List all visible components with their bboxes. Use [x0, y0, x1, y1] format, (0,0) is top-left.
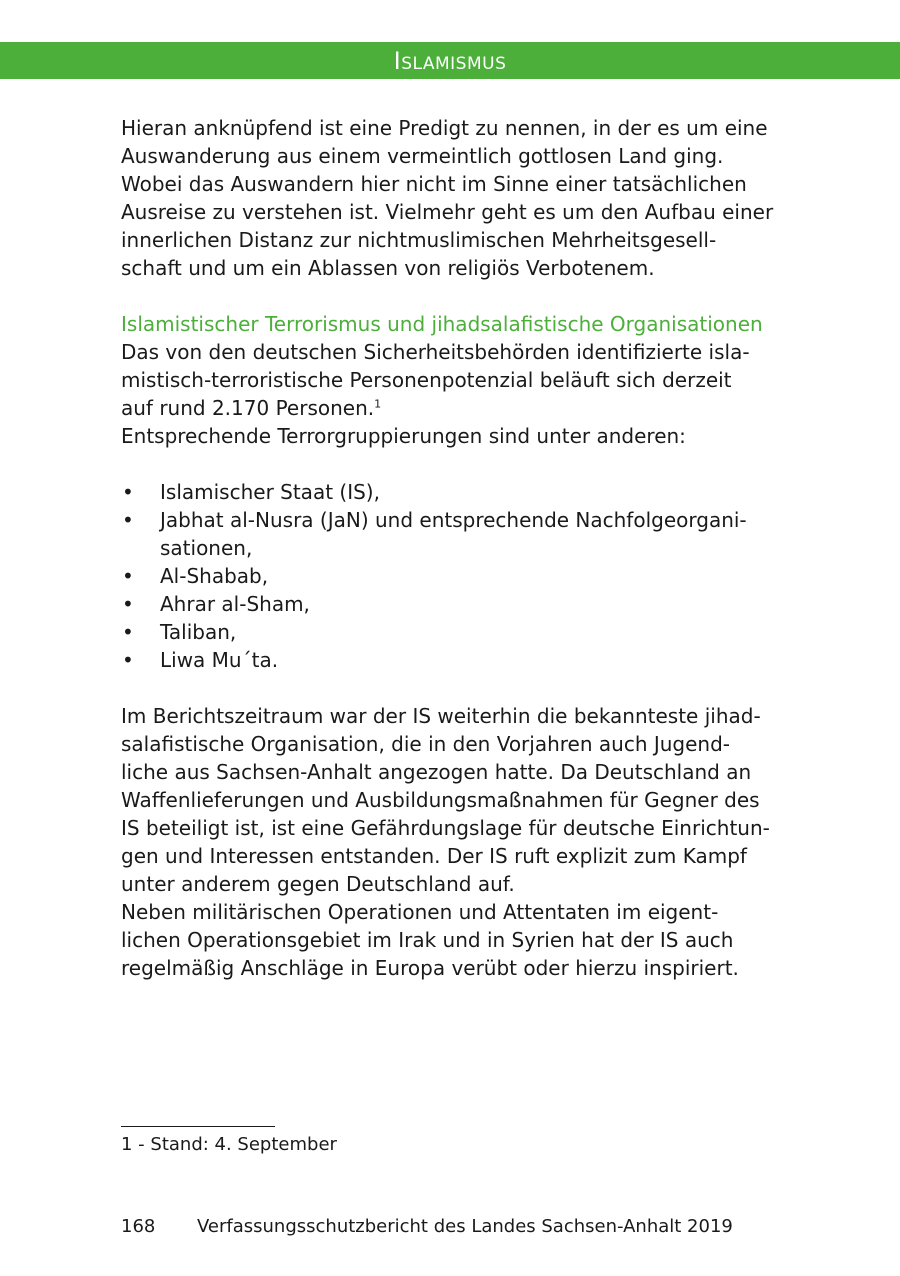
section-heading: Islamistischer Terrorismus und jihadsalafistische Organisationen	[121, 312, 763, 336]
section-paragraph	[121, 338, 781, 450]
list-item: • Al-Shabab,	[122, 564, 269, 588]
text-line: Waffenlieferungen und Ausbildungsmaßnahmen für Gegner des	[121, 788, 760, 812]
bullet-icon: •	[122, 480, 134, 504]
text-line: lichen Operationsgebiet im Irak und in Syrien hat der IS auch	[121, 928, 734, 952]
list-intro: Entsprechende Terrorgruppierungen sind unter anderen:	[121, 424, 686, 448]
list-item: • Jabhat al-Nusra (JaN) und entsprechende Nachfolgeorgani- sationen,	[122, 508, 747, 560]
terror-groups-list	[121, 478, 781, 674]
publication-title: Verfassungsschutzbericht des Landes Sachsen-Anhalt 2019	[197, 1216, 733, 1237]
footnote-divider	[121, 1126, 275, 1127]
section-header-bar	[0, 42, 900, 79]
text-line: unter anderem gegen Deutschland auf.	[121, 872, 515, 896]
bullet-icon: •	[122, 592, 134, 616]
text-line: liche aus Sachsen-Anhalt angezogen hatte. Da Deutschland an	[121, 760, 752, 784]
closing-paragraph	[121, 702, 781, 982]
list-item: • Taliban,	[122, 620, 237, 644]
page-number: 168	[121, 1216, 156, 1237]
text-line: IS beteiligt ist, ist eine Gefährdungslage für deutsche Einrichtun-	[121, 816, 770, 840]
text-line: Ausreise zu verstehen ist. Vielmehr geht es um den Aufbau einer	[121, 200, 774, 224]
text-line: mistisch-terroristische Personenpotenzial beläuft sich derzeit	[121, 368, 732, 392]
text-line: gen und Interessen entstanden. Der IS ruft explizit zum Kampf	[121, 844, 747, 868]
footnote-marker: 1	[374, 397, 382, 411]
list-item: • Ahrar al-Sham,	[122, 592, 310, 616]
bullet-icon: •	[122, 620, 134, 644]
list-item: • Liwa Mu´ta.	[122, 648, 279, 672]
section-title: Islamismus	[393, 47, 507, 75]
text-line	[121, 394, 781, 422]
text-line: Neben militärischen Operationen und Attentaten im eigent-	[121, 900, 719, 924]
text-line: regelmäßig Anschläge in Europa verübt oder hierzu inspiriert.	[121, 956, 739, 980]
text-line: Im Berichtszeitraum war der IS weiterhin die bekannteste jihad-	[121, 704, 761, 728]
text-line: innerlichen Distanz zur nichtmuslimischen Mehrheitsgesell-	[121, 228, 717, 252]
main-content	[121, 114, 781, 982]
footnote: 1 - Stand: 4. September	[121, 1134, 337, 1155]
text-line: schaft und um ein Ablassen von religiös Verbotenem.	[121, 256, 655, 280]
text-line-content: auf rund 2.170 Personen.	[121, 396, 375, 420]
text-line: Auswanderung aus einem vermeintlich gottlosen Land ging.	[121, 144, 724, 168]
list-item: • Islamischer Staat (IS),	[122, 480, 380, 504]
bullet-icon: •	[122, 508, 134, 532]
intro-paragraph	[121, 114, 781, 282]
text-line: salafistische Organisation, die in den Vorjahren auch Jugend-	[121, 732, 731, 756]
bullet-icon: •	[122, 648, 134, 672]
text-line: Wobei das Auswandern hier nicht im Sinne einer tatsächlichen	[121, 172, 747, 196]
bullet-icon: •	[122, 564, 134, 588]
text-line: Hieran anknüpfend ist eine Predigt zu nennen, in der es um eine	[121, 116, 768, 140]
text-line: Das von den deutschen Sicherheitsbehörden identifizierte isla-	[121, 340, 750, 364]
